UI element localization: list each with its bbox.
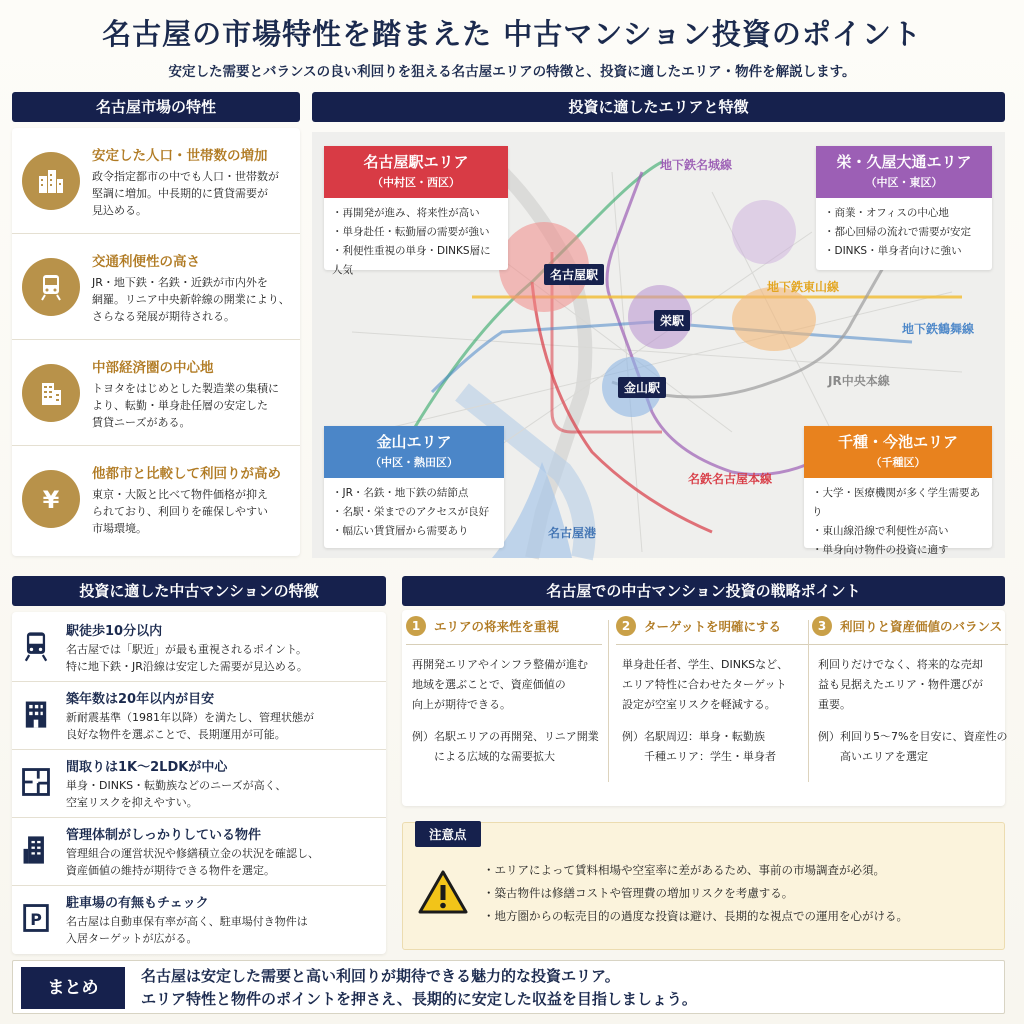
area-card-chikusa <box>804 426 992 556</box>
area-wards: （中村区・西区） <box>372 176 460 189</box>
market-item <box>12 452 300 552</box>
station-sakae: 栄駅 <box>654 310 690 331</box>
area-map <box>312 132 1005 558</box>
caution-box <box>402 822 1005 950</box>
area-point: ・利便性重視の単身・DINKS層に人気 <box>332 245 491 276</box>
area-point: ・東山線沿線で利便性が高い <box>812 525 949 537</box>
line-label-meijo: 地下鉄名城線 <box>660 158 733 172</box>
caution-label: 注意点 <box>415 821 481 847</box>
area-point: ・単身赴任・転勤層の需要が強い <box>332 226 490 238</box>
market-item-text: JR・地下鉄・名鉄・近鉄が市内外を 網羅。リニア中央新幹線の開業により、 さらなる発展が期待される。 <box>92 276 290 323</box>
area-name: 金山エリア <box>376 433 452 451</box>
summary-label: まとめ <box>21 967 125 1009</box>
apartment-icon <box>16 694 56 734</box>
buildings-icon <box>22 152 80 210</box>
condo-item-title: 間取りは1K〜2LDKが中心 <box>66 760 228 775</box>
condo-item-text: 名古屋では「駅近」が最も重視されるポイント。 特に地下鉄・JR沿線は安定した需要が見込める。 <box>66 643 308 673</box>
condo-header: 投資に適した中古マンションの特徴 <box>12 576 386 606</box>
page-title: 名古屋の市場特性を踏まえた 中古マンション投資のポイント <box>102 17 922 51</box>
condo-item <box>12 682 386 750</box>
condo-item-text: 名古屋は自動車保有率が高く、駐車場付き物件は 入居ターゲットが広がる。 <box>66 915 308 945</box>
area-point: ・都心回帰の流れで需要が安定 <box>824 226 971 238</box>
area-name: 名古屋駅エリア <box>363 153 469 171</box>
office-building-icon <box>22 364 80 422</box>
strategy-text: 再開発エリアやインフラ整備が進む 地域を選ぶことで、資産価値の 向上が期待できる。 <box>412 658 588 711</box>
summary-box <box>12 960 1005 1014</box>
market-item-text: 政令指定都市の中でも人口・世帯数が 堅調に増加。中長期的に賃貸需要が 見込める。 <box>92 170 279 217</box>
strategy-text: 単身赴任者、学生、DINKSなど、 エリア特性に合わせたターゲット 設定が空室リスクを軽減する。 <box>622 658 789 711</box>
area-wards: （中区・熱田区） <box>370 456 458 469</box>
areas-header: 投資に適したエリアと特徴 <box>312 92 1005 122</box>
warning-icon <box>417 869 469 915</box>
line-label-chuo: JR中央本線 <box>828 374 890 388</box>
area-card-meieki <box>324 146 508 276</box>
condo-item-title: 駅徒歩10分以内 <box>66 624 163 639</box>
area-point: ・単身向け物件の投資に適す <box>812 544 949 556</box>
column-divider <box>608 620 609 782</box>
strategy-example: 例）名駅エリアの再開発、リニア開業 による広域的な需要拡大 <box>412 730 599 763</box>
strategy-example: 例）利回り5〜7%を目安に、資産性の 高いエリアを選定 <box>818 730 1008 763</box>
caution-item: ・エリアによって賃料相場や空室率に差があるため、事前の市場調査が必須。 <box>483 863 886 877</box>
market-item-text: トヨタをはじめとした製造業の集積に より、転勤・単身赴任層の安定した 賃貸ニーズがある。 <box>92 382 279 429</box>
area-point: ・商業・オフィスの中心地 <box>824 207 949 219</box>
area-card-sakae <box>816 146 992 270</box>
area-wards: （千種区） <box>870 456 926 469</box>
strategy-title: 利回りと資産価値のバランス <box>840 619 1003 634</box>
area-wards: （中区・東区） <box>865 176 943 189</box>
market-item-text: 東京・大阪と比べて物件価格が抑え られており、利回りを確保しやすい 市場環境。 <box>92 488 268 535</box>
port-label: 名古屋港 <box>548 526 597 540</box>
sakae-east-highlight <box>732 200 796 264</box>
condo-item <box>12 886 386 954</box>
area-point: ・名駅・栄までのアクセスが良好 <box>332 506 490 518</box>
strategy-example: 例）名駅周辺：単身・転勤族 千種エリア：学生・単身者 <box>622 730 776 763</box>
line-label-tsurumai: 地下鉄鶴舞線 <box>902 322 975 336</box>
strategy-title: エリアの将来性を重視 <box>434 619 560 634</box>
condo-item-title: 駐車場の有無もチェック <box>66 896 209 911</box>
strategy-number: 3 <box>812 616 832 636</box>
chikusa-highlight <box>732 287 816 351</box>
condo-item-text: 管理組合の運営状況や修繕積立金の状況を確認し、 資産価値の維持が期待できる物件を選定。 <box>66 847 319 877</box>
market-item <box>12 346 300 446</box>
caution-item: ・築古物件は修繕コストや管理費の増加リスクを考慮する。 <box>483 886 794 900</box>
area-name: 千種・今池エリア <box>837 433 958 451</box>
condo-item-text: 新耐震基準（1981年以降）を満たし、管理状態が 良好な物件を選ぶことで、長期運用が可能。 <box>66 711 314 741</box>
area-point: ・再開発が進み、将来性が高い <box>332 207 480 219</box>
market-item-title: 交通利便性の高さ <box>92 254 200 270</box>
line-label-higashiyama: 地下鉄東山線 <box>767 280 840 294</box>
strategy-column <box>812 616 1008 788</box>
condo-item-text: 単身・DINKS・転勤族などのニーズが高く、 空室リスクを抑えやすい。 <box>66 779 287 809</box>
area-point: ・幅広い賃貸層から需要あり <box>332 525 469 537</box>
area-point: ・DINKS・単身者向けに強い <box>824 245 962 257</box>
area-card-kanayama <box>324 426 504 548</box>
strategy-text: 利回りだけでなく、将来的な売却 益も見据えたエリア・物件選びが 重要。 <box>818 658 983 711</box>
strategy-column <box>406 616 602 788</box>
strategy-title: ターゲットを明確にする <box>644 619 782 634</box>
svg-text:¥: ¥ <box>42 486 60 514</box>
floorplan-icon <box>16 762 56 802</box>
condo-item <box>12 614 386 682</box>
station-nagoya: 名古屋駅 <box>544 264 604 285</box>
summary-line: エリア特性と物件のポイントを押さえ、長期的に安定した収益を目指しましょう。 <box>141 990 697 1008</box>
strategy-number: 1 <box>406 616 426 636</box>
train-icon <box>16 626 56 666</box>
building-icon <box>16 830 56 870</box>
parking-icon <box>16 898 56 938</box>
market-item-title: 安定した人口・世帯数の増加 <box>92 148 268 164</box>
condo-item-title: 築年数は20年以内が目安 <box>66 692 215 707</box>
market-item <box>12 240 300 340</box>
train-icon <box>22 258 80 316</box>
condo-item-title: 管理体制がしっかりしている物件 <box>66 828 262 843</box>
condo-item <box>12 818 386 886</box>
yen-icon <box>22 470 80 528</box>
market-header: 名古屋市場の特性 <box>12 92 300 122</box>
market-item-title: 中部経済圏の中心地 <box>92 360 214 376</box>
area-name: 栄・久屋大通エリア <box>836 153 972 171</box>
area-point: ・大学・医療機関が多く学生需要あり <box>812 487 980 518</box>
line-label-meitetsu: 名鉄名古屋本線 <box>688 472 773 486</box>
strategy-header: 名古屋での中古マンション投資の戦略ポイント <box>402 576 1005 606</box>
strategy-column <box>616 616 812 788</box>
strategy-number: 2 <box>616 616 636 636</box>
market-item <box>12 134 300 234</box>
page-subtitle: 安定した需要とバランスの良い利回りを狙える名古屋エリアの特徴と、投資に適したエリア・物件を解説します。 <box>168 64 856 80</box>
condo-item <box>12 750 386 818</box>
column-divider <box>808 620 809 782</box>
summary-line: 名古屋は安定した需要と高い利回りが期待できる魅力的な投資エリア。 <box>141 967 620 985</box>
svg-text:P: P <box>30 909 42 929</box>
area-point: ・JR・名鉄・地下鉄の結節点 <box>332 487 469 499</box>
market-item-title: 他都市と比較して利回りが高め <box>92 466 281 482</box>
station-kanayama: 金山駅 <box>618 377 666 398</box>
caution-item: ・地方圏からの転売目的の過度な投資は避け、長期的な視点での運用を心がける。 <box>483 909 909 923</box>
